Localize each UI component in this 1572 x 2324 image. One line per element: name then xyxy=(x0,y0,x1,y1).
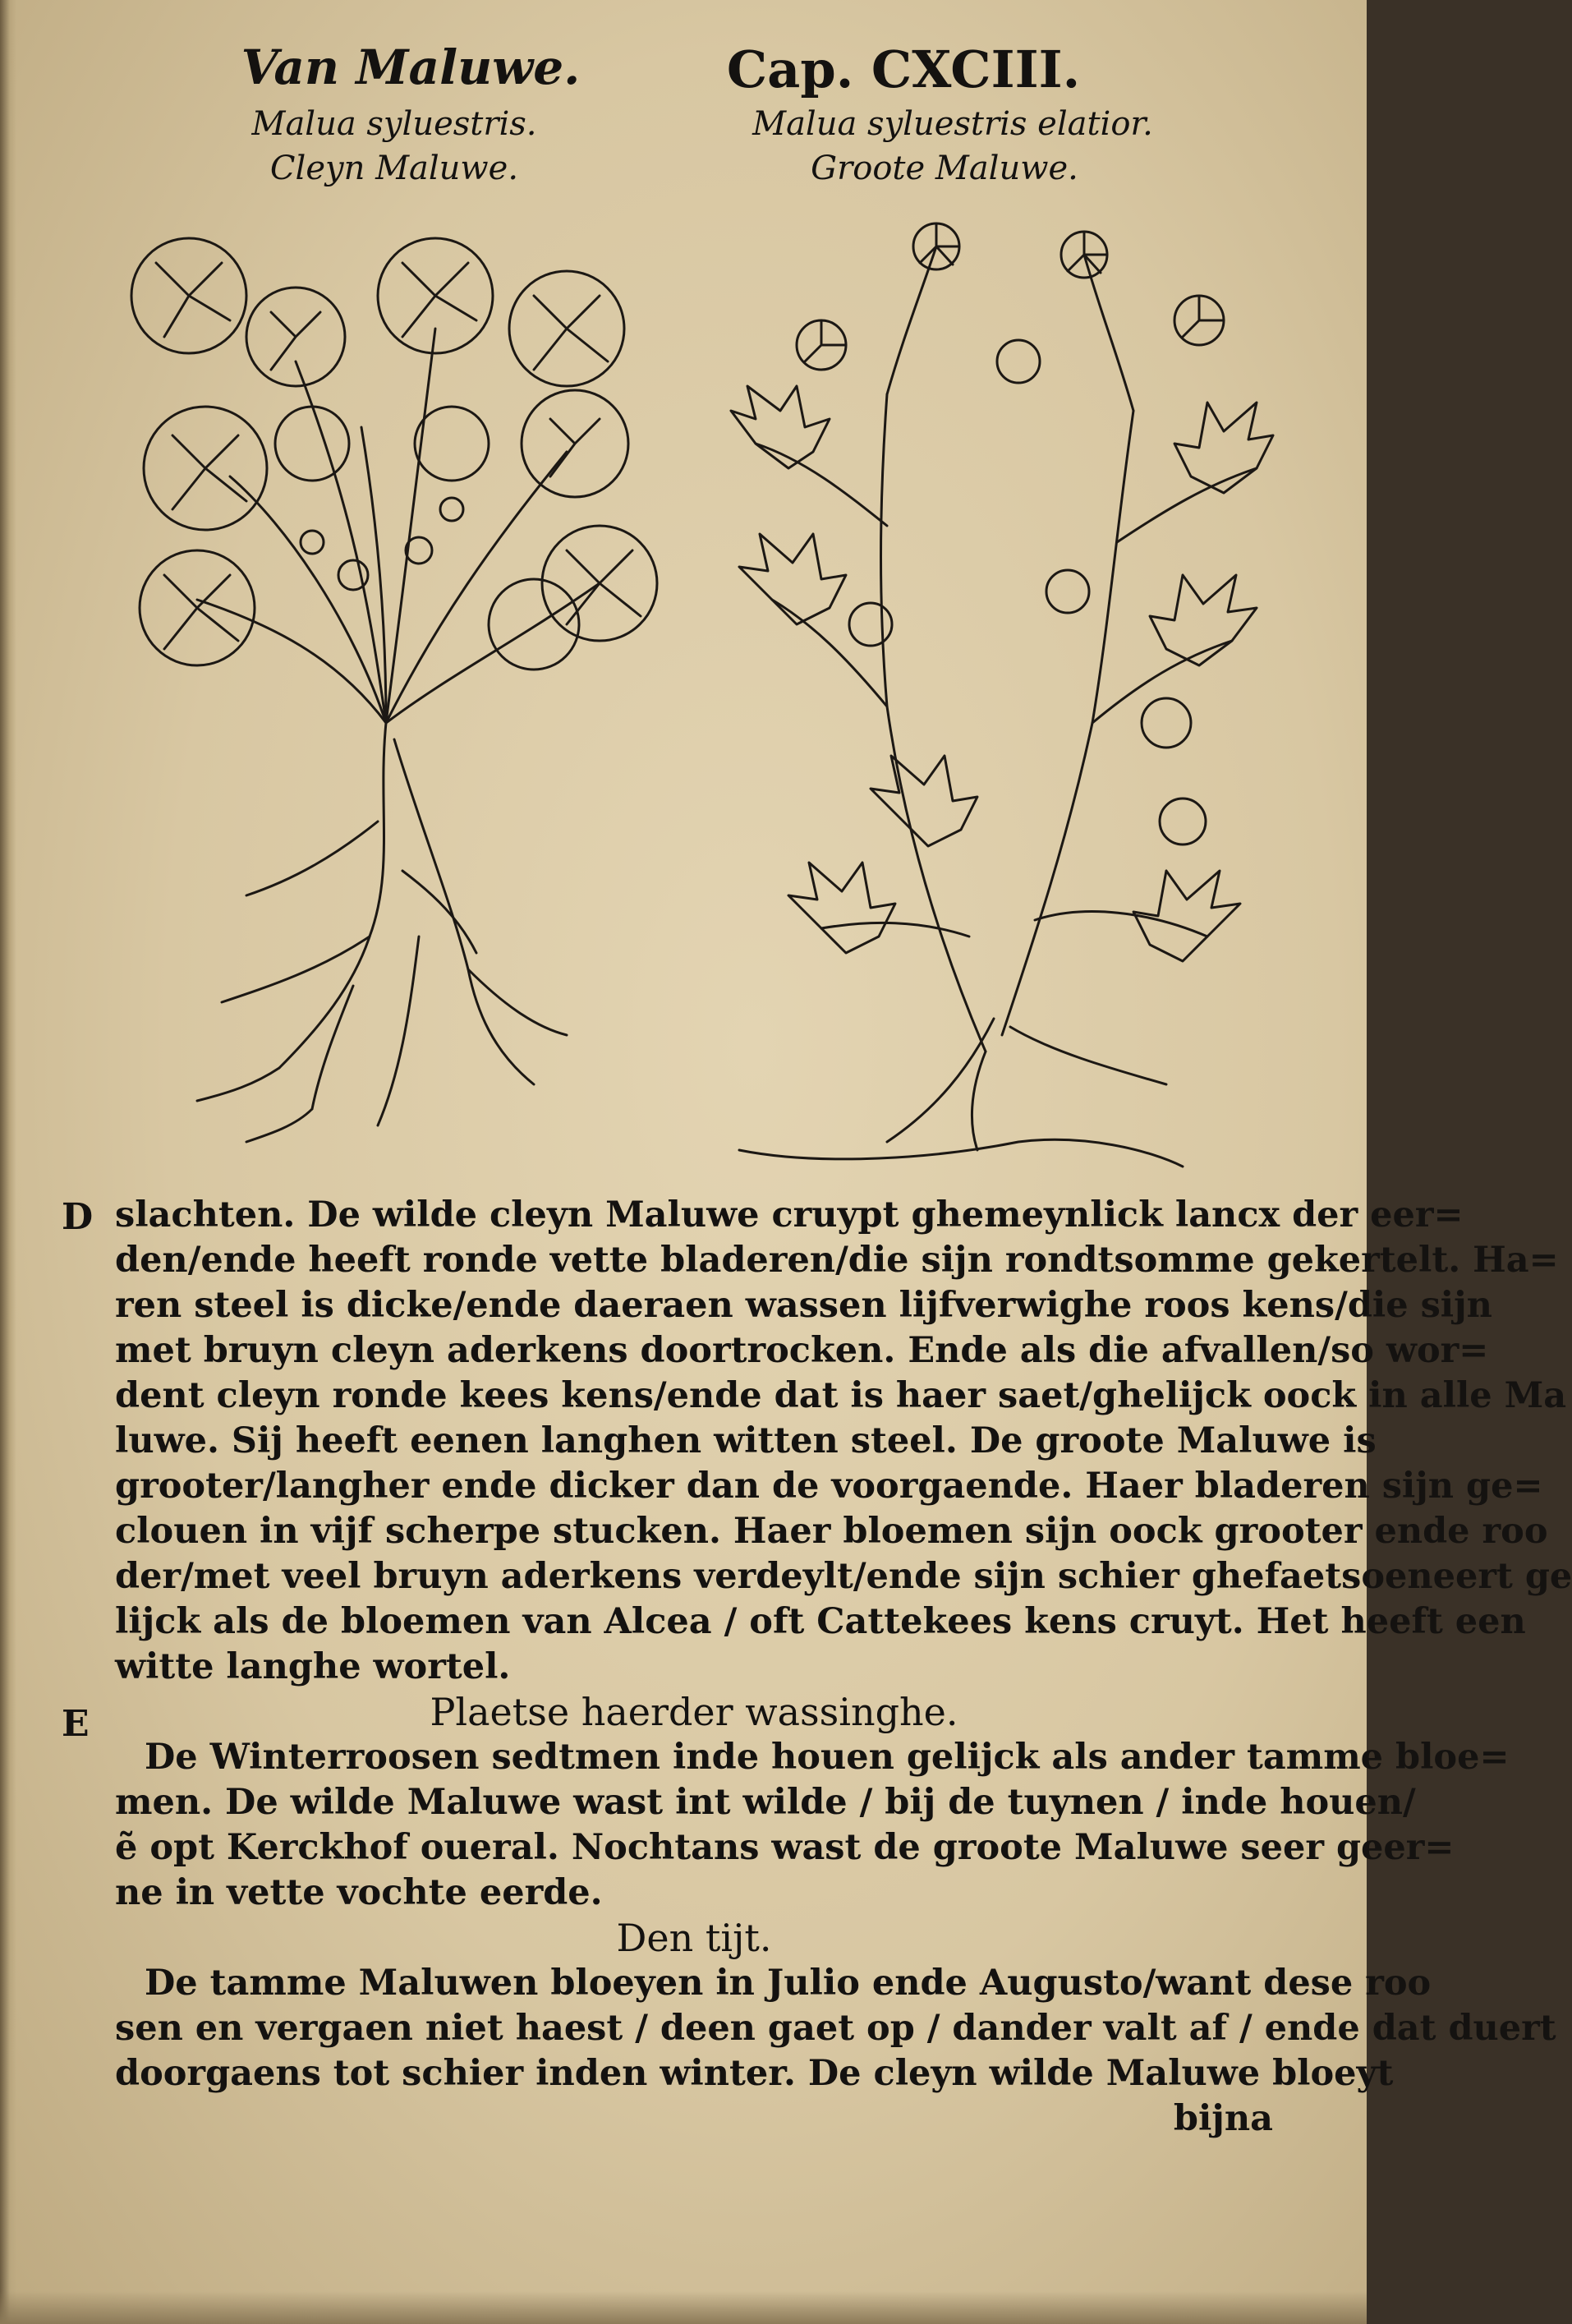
right-figure-latin-caption: Malua syluestris elatior. xyxy=(752,105,1153,143)
text-line: slachten. De wilde cleyn Maluwe cruypt ghemeynlick lancx der eer= xyxy=(115,1194,1464,1236)
text-line: den/ende heeft ronde vette bladeren/die sijn rondtsomme gekertelt. Ha= xyxy=(115,1240,1559,1281)
right-figure-dutch-caption: Groote Maluwe. xyxy=(811,150,1078,187)
text-line: De Winterroosen sedtmen inde houen gelijck als ander tamme bloe= xyxy=(145,1737,1510,1778)
text-line: grooter/langher ende dicker dan de voorgaende. Haer bladeren sijn ge= xyxy=(115,1466,1543,1507)
text-line: witte langhe wortel. xyxy=(115,1646,511,1687)
text-line: luwe. Sij heeft eenen langhen witten steel. De groote Maluwe is xyxy=(115,1420,1377,1461)
chapter-number: Cap. CXCIII. xyxy=(726,39,1081,99)
body-text xyxy=(115,1193,1572,2142)
text-line: ne in vette vochte eerde. xyxy=(115,1872,603,1913)
text-line: ẽ opt Kerckhof oueral. Nochtans wast de groote Maluwe seer geer= xyxy=(115,1827,1455,1868)
text-line: lijck als de bloemen van Alcea / oft Cattekees kens cruyt. Het heeft een xyxy=(115,1601,1526,1642)
section-marker-d: D xyxy=(62,1196,94,1238)
text-line: met bruyn cleyn aderkens doortrocken. Ende als die afvallen/so wor= xyxy=(115,1330,1489,1371)
great-mallow-woodcut-icon xyxy=(723,197,1281,1183)
text-line: men. De wilde Maluwe wast int wilde / bij de tuynen / inde houen/ xyxy=(115,1782,1416,1823)
text-line: ren steel is dicke/ende daeraen wassen lijfverwighe roos kens/die sijn xyxy=(115,1285,1492,1326)
text-line: De tamme Maluwen bloeyen in Julio ende Augusto/want dese roo xyxy=(145,1963,1432,2004)
catchword: bijna xyxy=(1173,2098,1273,2139)
page-bottom-shadow xyxy=(0,2291,1367,2324)
section-marker-e: E xyxy=(62,1703,90,1745)
left-figure-latin-caption: Malua syluestris. xyxy=(251,105,537,143)
text-line: clouen in vijf scherpe stucken. Haer bloemen sijn oock grooter ende roo xyxy=(115,1511,1548,1552)
text-line: dent cleyn ronde kees kens/ende dat is haer saet/ghelijck oock in alle Ma xyxy=(115,1375,1567,1416)
text-line: doorgaens tot schier inden winter. De cleyn wilde Maluwe bloeyt xyxy=(115,2053,1394,2094)
section-heading-place: Plaetse haerder wassinghe. xyxy=(430,1690,958,1734)
small-mallow-woodcut-icon xyxy=(107,197,665,1183)
left-figure-dutch-caption: Cleyn Maluwe. xyxy=(269,150,519,187)
section-heading-time: Den tijt. xyxy=(616,1916,772,1960)
text-line: der/met veel bruyn aderkens verdeylt/ende sijn schier ghefaetsoeneert ge xyxy=(115,1556,1572,1597)
page-gutter-shadow xyxy=(0,0,16,2324)
running-title: Van Maluwe. xyxy=(241,39,581,95)
text-line: sen en vergaen niet haest / deen gaet op / dander valt af / ende dat duert xyxy=(115,2008,1556,2049)
